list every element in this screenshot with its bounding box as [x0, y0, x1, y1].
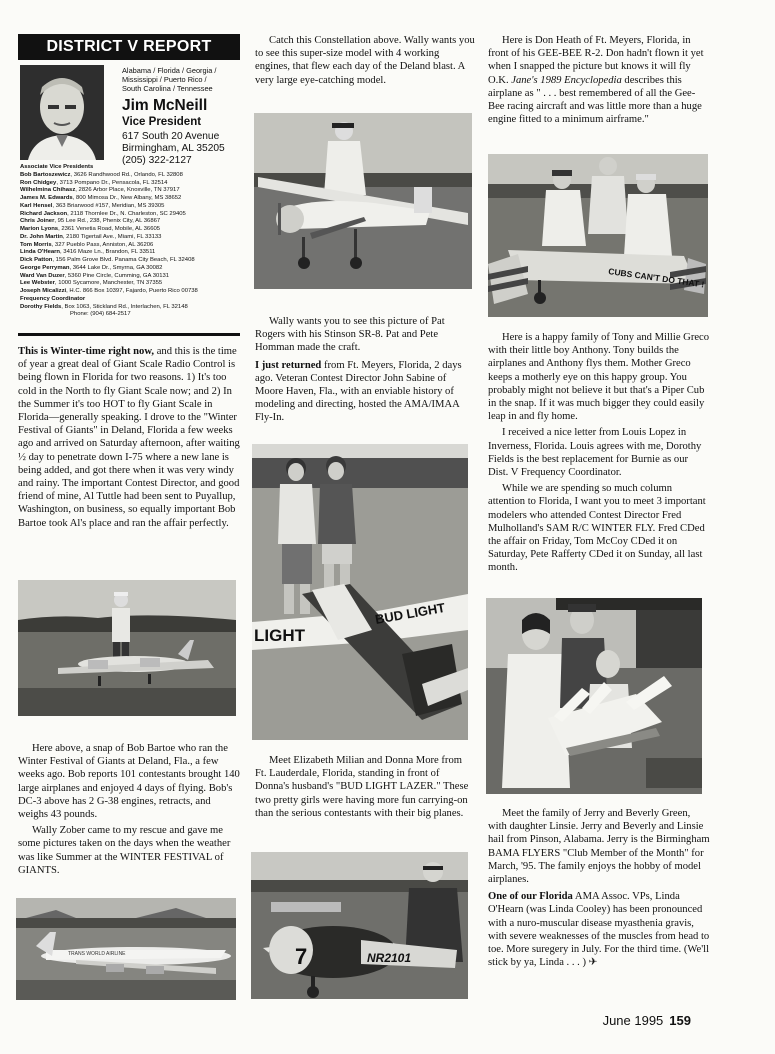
article-paragraph: I just returned from Ft. Meyers, Florida, 2 days ago. Veteran Contest Director John Sabine of Moore Haven, Fla., with an enviable history of modeling and directing, hosted the AMA/IMAA Fly-In. [255, 359, 462, 424]
frequency-coordinator: Dorothy Fields, Box 1063, Stickland Rd., Interlachen, FL 32148 [20, 303, 188, 310]
associate-entry: Chris Joiner, 95 Lee Rd., 238, Phenix City, AL 36867 [20, 218, 161, 225]
associate-entry: Karl Hensel, 363 Briarwood #157, Meridian, MS 39305 [20, 202, 165, 209]
associate-entry: Marion Lyons, 2361 Venetia Road, Mobile, AL 36605 [20, 226, 161, 232]
page-number: 159 [669, 1013, 691, 1028]
associate-entry: Bob Bartoszewicz, 3626 Randhwood Rd., Orlando, FL 32808 [20, 171, 183, 178]
photo-bud-light-lazer [252, 444, 468, 740]
article-paragraph: Here is Don Heath of Ft. Meyers, Florida, in front of his GEE-BEE R-2. Don hadn't flown it yet when I snapped the picture but knows it will fly O.K. Jane's 1989 Encyclopedia describes this airplane as " . . . best remembered of all the Gee-Bee racing aircraft and was little more than a huge engine fitted to a minimum airframe." [488, 35, 704, 126]
photo-stinson-model [254, 113, 472, 289]
column-3-middle [488, 331, 710, 578]
photo-constellation-model [16, 898, 236, 1000]
column-3-bottom [488, 807, 710, 972]
article-paragraph: While we are spending so much column attention to Florida, I want you to meet 3 important modelers who attended Contest Director Fred Mulholland's SAM R/C WINTER FLY. Fred CDed the affair on Friday, Tom McCoy CDed it on Saturday, Pete Rafferty CDed it on Sunday, all last month. [488, 483, 706, 574]
article-paragraph: Wally wants you to see this picture of Pat Rogers with his Stinson SR-8. Pat and Pete Homman made the craft. [255, 316, 445, 354]
photo-gee-bee-r2 [251, 852, 468, 999]
bud-light-wing-text-right: BUD LIGHT [373, 599, 447, 627]
header-divider [18, 333, 240, 336]
page-footer [603, 1013, 691, 1028]
associate-heading: Associate Vice Presidents [20, 164, 94, 170]
district-states: Alabama / Florida / Georgia / Mississippi / Puerto Rico / South Carolina / Tennessee [122, 66, 217, 93]
article-paragraph: Catch this Constellation above. Wally wants you to see this super-size model with 4 working engines, that flew each day of the Deland blast. A very large eye-catching model. [255, 35, 475, 86]
associate-entry: Richard Jackson, 2118 Thornlee Dr., N. Charleston, SC 29405 [20, 210, 186, 217]
cub-sign-text: CUBS CAN'T DO THAT ! [607, 266, 705, 290]
article-paragraph: Here is a happy family of Tony and Millie Greco with their little boy Anthony. Tony builds the airplanes and Anthony flys them. Mother Greco keeps a motherly eye on this happy group. You probably might not believe it but that's a Piper Cub in the snap. If it was much bigger they could easily leap in and fly home. [488, 332, 710, 423]
associate-entry: Ron Chidgey, 3713 Pompano Dr., Pensacola, FL 32514 [20, 179, 168, 186]
registration-text: NR2101 [367, 951, 412, 965]
article-paragraph: Meet Elizabeth Milian and Donna More from Ft. Lauderdale, Florida, standing in front of Donna's husband's "BUD LIGHT LAZER." These two pretty girls were having more fun carrying-on than the serious contestants with their big planes. [255, 755, 469, 819]
vp-address: 617 South 20 Avenue Birmingham, AL 35205 (205) 322-2127 [122, 131, 225, 167]
column-2-middle [255, 315, 475, 428]
race-number: 7 [295, 944, 308, 969]
issue-date: June 1995 [602, 1013, 664, 1028]
district-report-banner: DISTRICT V REPORT [18, 34, 240, 60]
associate-entry: James M. Edwards, 800 Mimosa Dr., New Albany, MS 38652 [20, 195, 182, 201]
associate-entry: Linda O'Hearn, 3416 Maze Ln., Brandon, FL 33511 [20, 249, 156, 256]
article-paragraph: Wally Zober came to my rescue and gave me some pictures taken on the days when the weather was like Summer at the WINTER FESTIVAL of GIANTS. [18, 825, 231, 876]
column-1-bottom [18, 742, 240, 880]
article-paragraph: Here above, a snap of Bob Bartoe who ran the Winter Festival of Giants at Deland, Fla., a few weeks ago. Bob reports 101 contestants brought 140 large airplanes and enjoyed 4 days of flying. Bob's DC-3 above has 2 G-38 engines, retracts, and weighs 43 pounds. [18, 743, 240, 821]
associate-vp-list [20, 164, 242, 319]
article-paragraph: I received a nice letter from Louis Lopez in Inverness, Florida. Louis agrees with me, Dorothy Fields is the best replacement for Burnie as our Dist. V Frequency Coordinator. [488, 427, 702, 479]
associate-entry: Tom Morris, 327 Pueblo Pass, Anniston, AL 36206 [20, 241, 154, 248]
associate-entry: Dick Patton, 156 Palm Grove Blvd. Panama City Beach, FL 32408 [20, 257, 195, 263]
vp-title: Vice President [122, 116, 202, 128]
airliner-livery-text: TRANS WORLD AIRLINE [68, 951, 126, 957]
column-3-top [488, 34, 710, 129]
frequency-heading: Frequency Coordinator [20, 295, 86, 302]
photo-green-family [486, 598, 702, 794]
associate-entry: Dr. John Martin, 2180 Tigertail Ave., Miami, FL 33133 [20, 233, 162, 240]
associate-entry: Joseph Micalizzi, H.C. 866 Box 10397, Fajardo, Puerto Rico 00738 [20, 288, 198, 294]
bud-light-wing-text-left: LIGHT [254, 626, 305, 645]
article-paragraph: One of our Florida AMA Assoc. VPs, Linda O'Hearn (was Linda Cooley) has been pronounced with a nuro-muscular disease myasthenia gravis, with severe weaknesses of the muscles from head to toe. More suregery in July. For the third time. (We'll stick by ya, Linda . . . ) ✈ [488, 891, 710, 969]
frequency-phone: Phone: (904) 684-2517 [70, 311, 131, 318]
associate-entry: Lee Webster, 1000 Sycamore, Manchester, TN 37355 [20, 280, 163, 287]
article-paragraph: This is Winter-time right now, and this is the time of year a great deal of Giant Scale Radio Control is being flown in Florida for two reasons. 1) It's too cold in the North to fly Giant Scale now; and 2) In the Summer it's too HOT to fly Giant Scale in Florida—generally speaking. I drove to the "Winter Festival of Giants" in Deland, Florida a few weeks ago and arrived on Saturday afternoon, after waiting ½ day to penetrate down I-75 where a new lane is being added, and got there when it was very windy and rainy. The important Contest Director, and good friend of mine, Al Tuttle had been sent to Puyallup, Washington, on business, so equally important Bob Bartoe took Al's place and ran the affair perfectly. [18, 346, 240, 529]
article-paragraph: Meet the family of Jerry and Beverly Green, with daughter Linsie. Jerry and Beverly and Linsie hail from Pinson, Alabama. Jerry is the Birmingham BAMA FLYERS "Club Member of the Month" for March, '95. The family enjoys the hobby of model airplanes. [488, 808, 710, 886]
column-2-top [255, 34, 475, 90]
associate-entry: George Perryman, 3644 Lake Dr., Smyrna, GA 30082 [20, 264, 163, 271]
photo-greco-family-cub [488, 154, 708, 317]
column-2-bottom [255, 754, 475, 823]
vp-portrait-photo [20, 65, 104, 160]
associate-entry: Wilhelmina Chihasz, 2826 Arbor Place, Knoxville, TN 37917 [20, 187, 180, 194]
column-1-top [18, 345, 240, 533]
photo-dc3-model [18, 580, 236, 716]
vp-name: Jim McNeill [122, 97, 208, 114]
associate-entry: Ward Van Duzer, 5360 Pine Circle, Cumming, GA 30131 [20, 272, 170, 279]
